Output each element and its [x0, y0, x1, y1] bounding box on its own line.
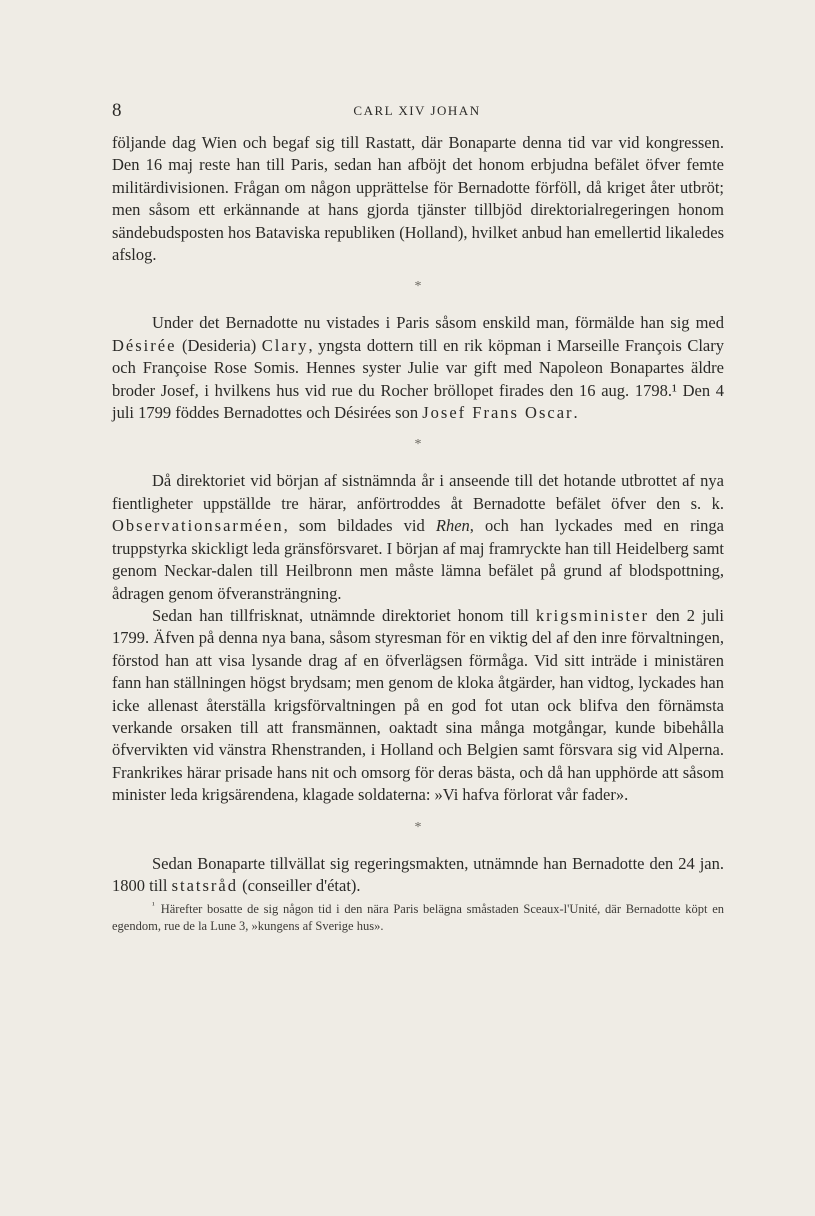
footnote-mark: ¹ — [152, 900, 155, 911]
body-text — [112, 132, 724, 935]
page-number: 8 — [112, 100, 122, 121]
section-divider-3: * — [414, 819, 422, 835]
paragraph-5 — [112, 853, 724, 898]
name-josef-frans-oscar: Josef Frans Oscar — [422, 403, 574, 423]
paragraph-2 — [112, 312, 724, 424]
footnote-text: Härefter bosatte de sig någon tid i den nära Paris belägna småstaden Sceaux-l'Unité, där Bernadotte köpt en egendom, rue de la Lune 3, »kungens af Sverige hus». — [112, 902, 724, 934]
name-desiree: Désirée — [112, 335, 177, 355]
krigsminister: krigsminister — [535, 605, 649, 625]
paragraph-3 — [112, 470, 724, 604]
rhen-italic: Rhen — [435, 516, 470, 536]
paragraph-4-text-b: den 2 juli 1799. Äfven på denna nya bana, såsom styresman för en viktig del af den inre förvaltningen, förstod han att visa lysande drag af en öfverlägsen förmåga. Vid sitt inträde i ministären fann han ställningen högst brydsam; men genom de kloka åtgärder, han vidtog, lyckades han icke allenast återställa krigsförvaltningen på en god fot utan ock blifva den förnämsta verkande orsaken till att fransmännen, oaktadt sina många motgångar, kunde bibehålla öfvervikten vid vänstra Rhenstranden, i Holland och Belgien samt försvara sig vid Alperna. Frankrikes härar prisade hans nit och omsorg för deras bästa, och då han upphörde att såsom minister leda krigsärendena, klagade soldaterna: »Vi hafva förlorat vår fader». — [112, 605, 724, 805]
paragraph-2-text-b: (Desideria) — [176, 335, 262, 355]
paragraph-2-text-a: Under det Bernadotte nu vistades i Paris såsom enskild man, förmälde han sig med — [152, 313, 724, 333]
running-head: CARL XIV JOHAN — [353, 103, 481, 118]
name-clary: Clary — [261, 335, 309, 355]
section-divider-2: * — [414, 437, 422, 453]
statsrad: statsråd — [171, 875, 238, 895]
paragraph-3-text-b: , som bildades vid — [283, 516, 436, 536]
paragraph-3-text-c: , och han lyckades med en ringa truppstyrka skickligt leda gränsförsvaret. I början af maj framryckte han till Heidelberg samt genom Neckar-dalen till Heilbronn men måste lämna befälet på grund af blodspottning, ådragen genom öfveransträngning. — [112, 516, 725, 603]
paragraph-3-text-a: Då direktoriet vid början af sistnämnda år i anseende till det hotande utbrottet af nya fientligheter uppställde tre härar, anförtroddes åt Bernadotte befälet öfver den s. k. — [112, 471, 724, 513]
paragraph-2-text-d: Den 4 juli 1799 föddes Bernadottes och Désirées son — [112, 380, 724, 423]
paragraph-5-text-a: Sedan Bonaparte tillvällat sig regeringsmakten, utnämnde han Bernadotte den 24 jan. 1800 till — [112, 853, 724, 895]
paragraph-4 — [112, 605, 724, 807]
footnote-reference: ¹ — [671, 380, 677, 400]
paragraph-5-text-b: (conseiller d'état). — [238, 875, 361, 895]
paragraph-1: följande dag Wien och begaf sig till Rastatt, där Bonaparte denna tid var vid kongressen. Den 16 maj reste han till Paris, sedan han afböjt det honom erbjudna befälet öfver femte militärdivisionen. Frågan om någon upprättelse för Bernadotte förföll, då kriget åter utbröt; men såsom ett erkännande at hans gjorda tjänster tillbjöd direktorialregeringen honom sändebudsposten hos Bataviska republiken (Holland), hvilket anbud han emellertid likaledes afslog. — [112, 133, 724, 265]
section-divider-1: * — [414, 279, 422, 295]
page-header — [112, 100, 722, 124]
footnote — [112, 897, 724, 934]
paragraph-2-text-e: . — [573, 403, 578, 423]
observationsarmeen: Observationsarméen — [112, 516, 284, 536]
paragraph-4-text-a: Sedan han tillfrisknat, utnämnde direktoriet honom till — [152, 605, 536, 625]
paragraph-2-text-c: , yngsta dottern till en rik köpman i Marseille François Clary och Françoise Rose Somis. Hennes syster Julie var gift med Napoleon Bonapartes äldre broder Josef, i hvilkens hus vid rue du Rocher bröllopet firades den 16 aug. 1798. — [112, 335, 724, 400]
